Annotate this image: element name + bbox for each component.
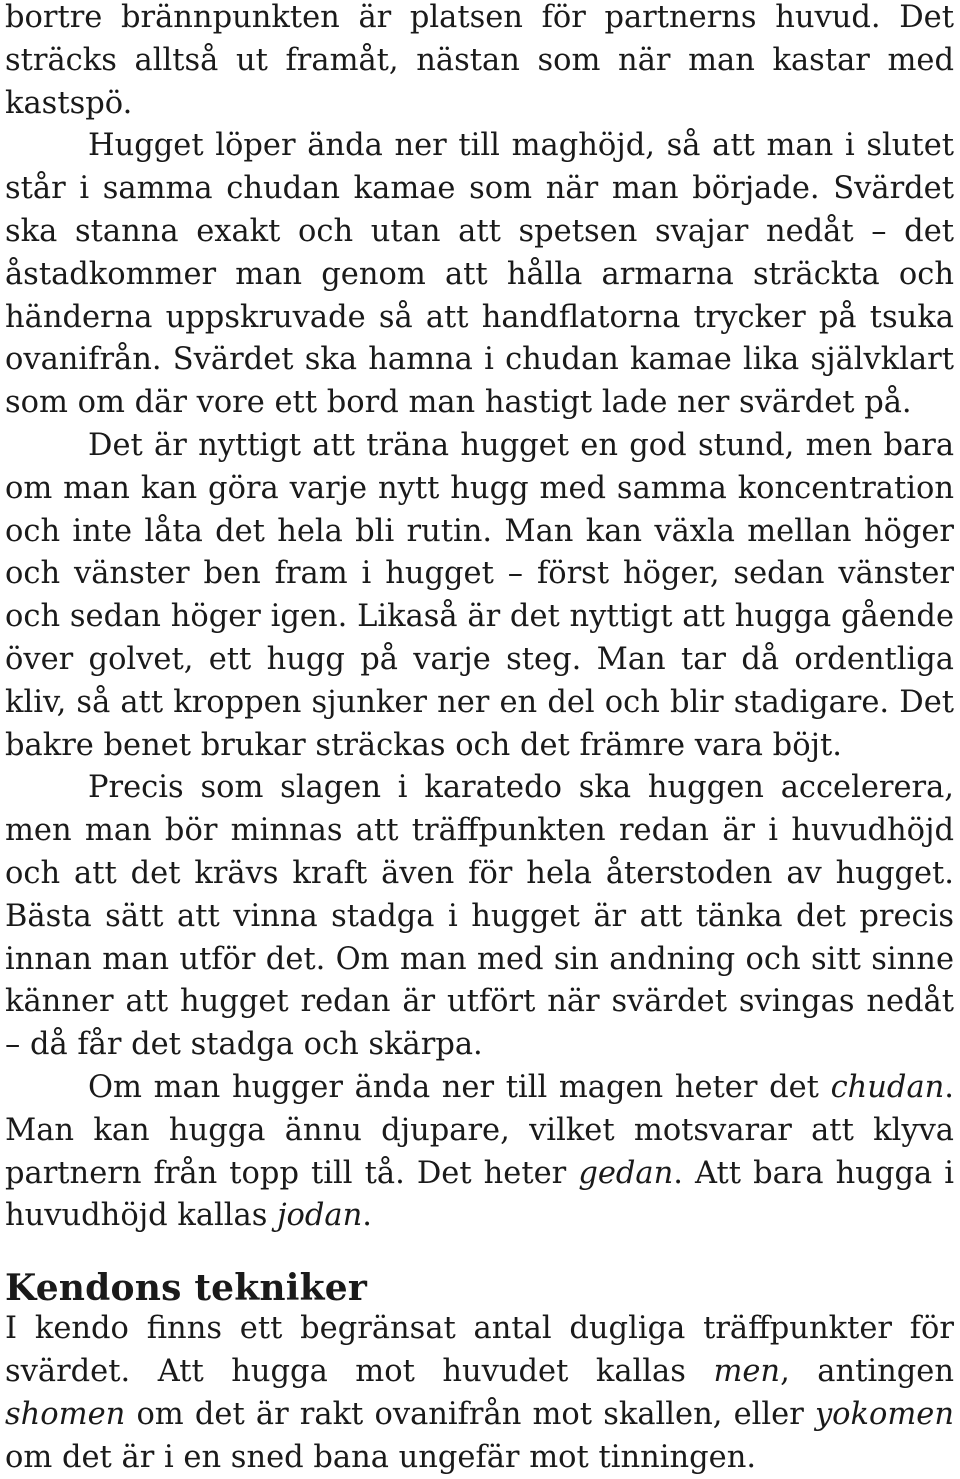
term-men: men: [713, 1353, 781, 1389]
paragraph-5-text-c: . Att bara hugga i huvudhöjd kallas: [5, 1155, 954, 1234]
paragraph-3: [5, 425, 954, 767]
term-shomen: shomen: [5, 1396, 126, 1432]
term-chudan: chudan: [830, 1069, 945, 1105]
paragraph-6-text-d: om det är i en sned bana ungefär mot tinningen.: [5, 1439, 757, 1475]
term-gedan: gedan: [578, 1155, 674, 1191]
paragraph-6-text-b: , antingen: [780, 1353, 954, 1389]
paragraph-5-text-b: . Man kan hugga ännu djupare, vilket motsvarar att klyva partnern från topp till tå. Det heter: [5, 1069, 954, 1191]
term-jodan: jodan: [277, 1198, 363, 1234]
paragraph-6-text-c: om det är rakt ovanifrån mot skallen, eller: [125, 1396, 815, 1432]
paragraph-3-text: Det är nyttigt att träna hugget en god stund, men bara om man kan göra varje nytt hugg med samma koncentration och inte låta det hela bli rutin. Man kan växla mellan höger och vänster ben fram i hugget – först höger, sedan vänster och sedan höger igen. Likaså är det nyttigt att hugga gående över golvet, ett hugg på varje steg. Man tar då ordentliga kliv, så att kroppen sjunker ner en del och blir stadigare. Det bakre benet brukar sträckas och det främre vara böjt.: [5, 427, 954, 763]
body-text-before-heading: [5, 0, 954, 1238]
body-text-after-heading: [5, 1308, 954, 1479]
paragraph-2: [5, 125, 954, 425]
paragraph-6-text-a: I kendo finns ett begränsat antal dugliga träffpunkter för svärdet. Att hugga mot huvudet kallas: [5, 1311, 954, 1389]
paragraph-1: [5, 0, 954, 125]
paragraph-5: [5, 1067, 954, 1238]
paragraph-2-text: Hugget löper ända ner till maghöjd, så att man i slutet står i samma chudan kamae som när man började. Svärdet ska stanna exakt och utan att spetsen svajar nedåt – det åstadkommer man genom att hålla armarna sträckta och händerna uppskruvade så att handflatorna trycker på tsuka ovanifrån. Svärdet ska hamna i chudan kamae lika självklart som om där vore ett bord man hastigt lade ner svärdet på.: [5, 128, 954, 421]
term-yokomen: yokomen: [814, 1396, 954, 1432]
section-heading: Kendons tekniker: [5, 1267, 368, 1310]
paragraph-5-text-a: Om man hugger ända ner till magen heter det: [88, 1069, 831, 1105]
paragraph-4: [5, 767, 954, 1067]
paragraph-4-text: Precis som slagen i karatedo ska huggen accelerera, men man bör minnas att träffpunkten redan är i huvudhöjd och att det krävs kraft även för hela återstoden av hugget. Bästa sätt att vinna stadga i hugget är att tänka det precis innan man utför det. Om man med sin andning och sitt sinne känner att hugget redan är utfört när svärdet svingas nedåt – då får det stadga och skärpa.: [5, 770, 954, 1063]
paragraph-5-text-d: .: [362, 1198, 372, 1234]
paragraph-1-text: bortre brännpunkten är platsen för partnerns huvud. Det sträcks alltså ut framåt, nästan som när man kastar med kastspö.: [5, 0, 954, 121]
paragraph-6: [5, 1308, 954, 1479]
